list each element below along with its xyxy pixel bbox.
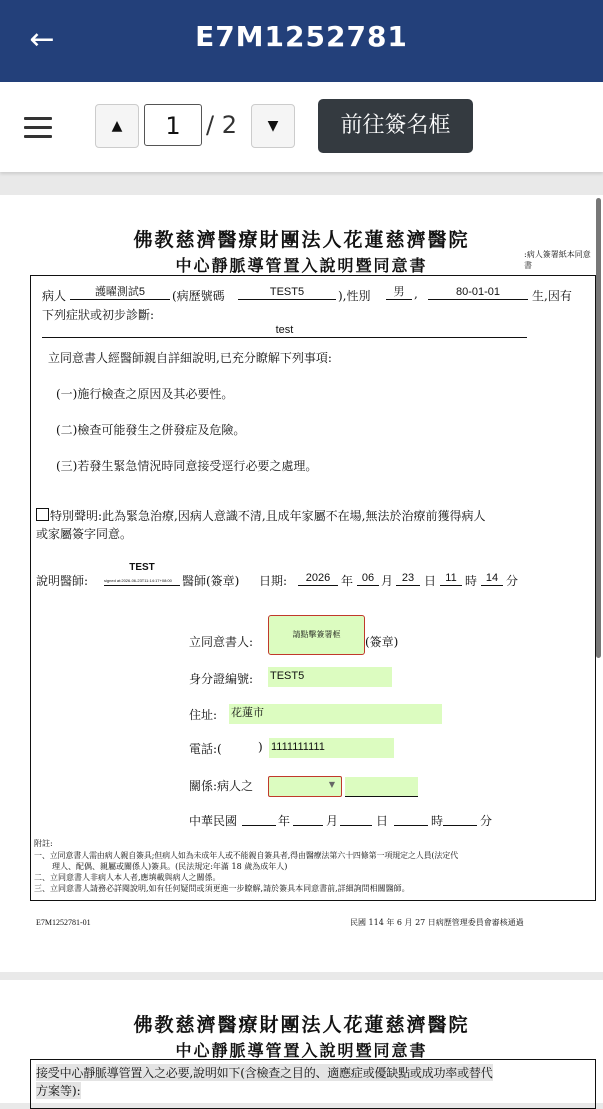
form-code: E7M1252781-01 — [36, 918, 91, 927]
caret-up-icon: ▲ — [111, 118, 123, 134]
approval-note: 民國 114 年 6 月 27 日病歷管理委員會審核通過 — [350, 918, 524, 927]
goto-signature-button[interactable]: 前往簽名框 — [318, 99, 473, 153]
special-statement-2: 或家屬簽字同意。 — [36, 527, 133, 541]
pdf-toolbar — [0, 82, 603, 172]
signature-box[interactable]: 請點擊簽署框 — [268, 615, 365, 655]
roc-month-field[interactable] — [293, 811, 323, 826]
address-label: 住址: — [189, 708, 218, 722]
pdf-page-2 — [0, 980, 603, 1103]
special-checkbox[interactable] — [36, 508, 49, 521]
app-bar — [0, 0, 603, 82]
special-statement: 特別聲明:此為緊急治療,因病人意識不清,且成年家屬不在場,無法於治療前獲得病人 — [36, 507, 486, 524]
item-2: (二)檢查可能發生之併發症及危險。 — [56, 423, 246, 437]
page-number-input[interactable]: 1 — [144, 104, 202, 146]
doctor-label: 說明醫師: — [36, 574, 89, 588]
time-minute: 14 — [481, 571, 503, 586]
diagnosis-label: 下列症狀或初步診斷: — [42, 308, 155, 322]
prev-page-button[interactable] — [95, 104, 139, 148]
doctor-signature: TEST — [129, 562, 155, 573]
intro-text: 立同意書人經醫師親自詳細說明,已充分瞭解下列事項: — [48, 351, 332, 365]
phone-field[interactable]: 1111111111 — [269, 738, 394, 758]
note-2: 二、立同意書人非病人本人者,應填載與病人之關係。 — [34, 873, 221, 882]
doctor-signed-at: signed at:2026-06-23T11:14:17+08:00 — [104, 576, 180, 586]
relation-other-field[interactable] — [345, 777, 418, 797]
diagnosis-value: test — [42, 323, 527, 338]
date-label: 日期: — [259, 574, 288, 588]
consenter-label: 立同意書人: — [189, 635, 254, 649]
caret-down-icon: ▼ — [267, 118, 279, 134]
roc-day-field[interactable] — [340, 811, 372, 826]
page-total: / 2 — [206, 111, 237, 139]
roc-label: 中華民國 — [189, 814, 238, 828]
date-month: 06 — [357, 571, 379, 586]
patient-name: 護曜測試5 — [70, 285, 170, 300]
patient-label: 病人 — [42, 289, 67, 303]
page2-line-1: 接受中心靜脈導管置入之必要,說明如下(含檢查之目的、適應症或優缺點或成功率或替代 — [36, 1066, 493, 1080]
note-1-cont: 理人、配偶、親屬或關係人)簽具。(民法規定:年滿 18 歲為成年人) — [52, 862, 288, 871]
note-3: 三、立同意書人請務必詳閱說明,如有任何疑問或須更進一步瞭解,請於簽具本同意書前,詳細詢問相關醫師。 — [34, 884, 410, 893]
chart-label: (病歷號碼 — [172, 289, 225, 303]
hospital-name-2: 佛教慈濟醫療財團法人花蓮慈濟醫院 — [133, 1014, 470, 1036]
next-page-button[interactable] — [251, 104, 295, 148]
roc-year-field[interactable] — [242, 811, 276, 826]
item-3: (三)若發生緊急情況時同意接受逕行必要之處理。 — [56, 459, 318, 473]
phone-label: 電話:( — [189, 742, 222, 756]
address-field[interactable]: 花蓮市 — [229, 704, 442, 724]
page2-line-2: 方案等): — [36, 1084, 81, 1098]
document-title: 中心靜脈導管置入說明暨同意書 — [175, 256, 428, 275]
line1-end: 生,因有 — [532, 289, 572, 303]
sex-value: 男 — [386, 285, 412, 300]
arrow-left-icon[interactable]: ← — [29, 22, 55, 57]
sex-label: ),性別 — [338, 289, 371, 303]
chevron-down-icon: ▼ — [328, 780, 335, 789]
document-title-2: 中心靜脈導管置入說明暨同意書 — [175, 1041, 428, 1060]
hospital-name: 佛教慈濟醫療財團法人花蓮慈濟醫院 — [133, 229, 470, 251]
id-label: 身分證編號: — [189, 672, 254, 686]
menu-icon[interactable] — [24, 117, 52, 144]
birth-date: 80-01-01 — [428, 285, 528, 300]
notes-title: 附註: — [34, 839, 53, 848]
corner-note: :病人簽署紙本同意書 — [524, 250, 591, 270]
roc-hour-field[interactable] — [394, 811, 428, 826]
relation-label: 關係:病人之 — [189, 779, 254, 793]
pdf-page-1: 佛教慈濟醫療財團法人花蓮慈濟醫院 中心靜脈導管置入說明暨同意書 :病人簽署紙本同意書 病人 護曜測試5 (病歷號碼 TEST5 ),性別 男 , 80-01-01 生,因有 下列症狀或初步診斷: test 立同意書人經醫師親自詳細說明,已充分瞭解下列事項: (一)施行檢查之原因及其必要性。 (二)檢查可能發生之併發症及危險。 (三)若發生緊急情況時同意接受逕行必要之處理。 特別聲明:此為緊急治療,因病人意識不清,且成年家屬不在場,無法於治療前獲得病人 或家屬簽字同意。 說明醫師: TEST signed at:2026-06-23T11:14:17+08:00 醫師(簽章) 日期: 2026 年 06 月 23 日 11 時 14 分 立同意書人: 請點擊簽署框 (簽章) 身分證編號: TEST5 住址: 花蓮市 電話:( ) 1111111111 關係:病人之 ▼ 中華民國 年 月 日 時 分 附註: 一、立同意書人需由病人親自簽具;但病人如為未成年人或不能親自簽具者,得由醫療法第六十四條第一項規定之人員(法定代 理人、配偶、親屬或關係人)簽具。(民法規定:年滿 18 歲為成年人) 二、立同意書人非病人本人者,應填載與病人之關係。 三、立同意書人請務必詳閱說明,如有任何疑問或須更進一步瞭解,請於簽具本同意書前,詳細詢問相關醫師。 E7M1252781-01 民國 114 年 6 月 27 日病歷管理委員會審核通過 — [0, 195, 603, 972]
time-hour: 11 — [440, 571, 462, 586]
sign-suffix: (簽章) — [365, 635, 399, 649]
doctor-stamp-label: 醫師(簽章) — [182, 574, 240, 588]
page-title: E7M1252781 — [195, 20, 408, 53]
scrollbar[interactable] — [596, 198, 601, 658]
date-day: 23 — [396, 571, 420, 586]
note-1: 一、立同意書人需由病人親自簽具;但病人如為未成年人或不能親自簽具者,得由醫療法第六十四條第一項規定之人員(法定代 — [34, 851, 458, 860]
date-year: 2026 — [298, 571, 338, 586]
roc-minute-field[interactable] — [443, 811, 477, 826]
chart-number: TEST5 — [238, 285, 336, 300]
item-1: (一)施行檢查之原因及其必要性。 — [56, 387, 234, 401]
id-number-field[interactable]: TEST5 — [268, 667, 392, 687]
relation-select[interactable] — [268, 776, 342, 797]
